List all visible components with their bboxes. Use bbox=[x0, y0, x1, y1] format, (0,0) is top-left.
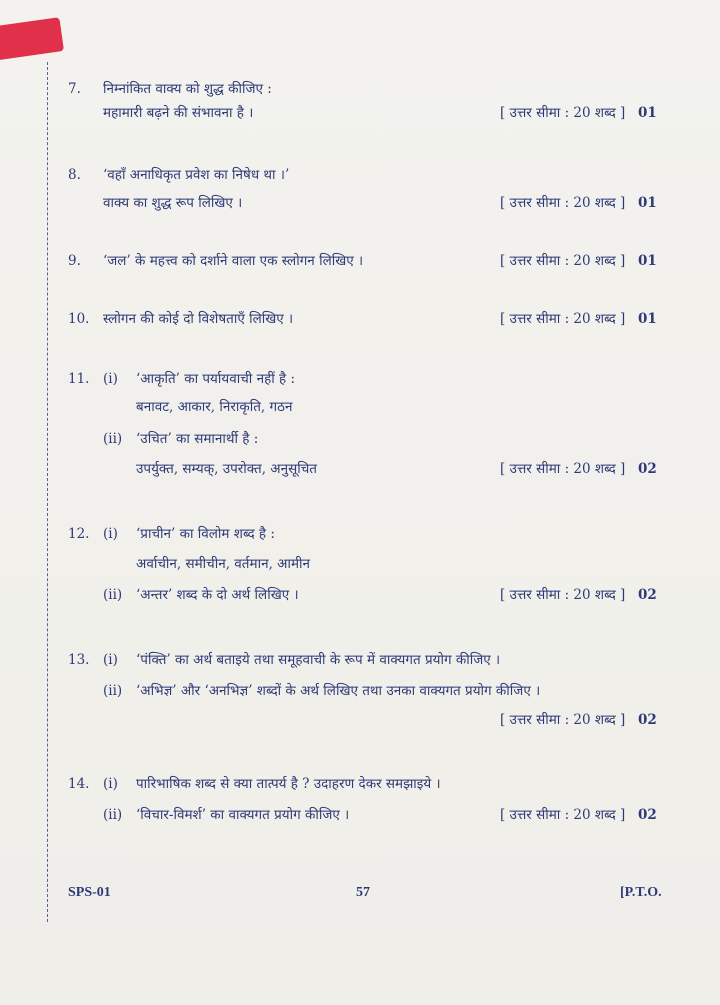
marks: 02 bbox=[638, 712, 657, 728]
word-limit: [ उत्तर सीमा : 20 शब्द ] bbox=[500, 253, 626, 269]
question-number: 7. bbox=[68, 81, 81, 97]
marks: 02 bbox=[638, 587, 657, 603]
question-number: 13. bbox=[68, 652, 90, 668]
marks: 01 bbox=[638, 195, 657, 211]
paper-code: SPS-01 bbox=[68, 885, 111, 900]
word-limit: [ उत्तर सीमा : 20 शब्द ] bbox=[500, 195, 626, 211]
word-limit: [ उत्तर सीमा : 20 शब्द ] bbox=[500, 461, 626, 477]
question-number: 10. bbox=[68, 311, 90, 327]
marks: 01 bbox=[638, 311, 657, 327]
question-number: 9. bbox=[68, 253, 81, 269]
please-turn-over: [P.T.O. bbox=[620, 885, 662, 900]
sub-question-text: ‘आकृति’ का पर्यायवाची नहीं है : bbox=[136, 371, 296, 387]
word-limit: [ उत्तर सीमा : 20 शब्द ] bbox=[500, 807, 626, 823]
sub-question-text: ‘प्राचीन’ का विलोम शब्द है : bbox=[136, 526, 275, 542]
marks: 01 bbox=[638, 105, 657, 121]
word-limit: [ उत्तर सीमा : 20 शब्द ] bbox=[500, 311, 626, 327]
marks: 02 bbox=[638, 807, 657, 823]
sub-question-label: (i) bbox=[103, 371, 118, 387]
question-number: 14. bbox=[68, 776, 90, 792]
question-number: 11. bbox=[68, 371, 90, 387]
sub-question-label: (ii) bbox=[103, 587, 123, 603]
sub-question-label: (ii) bbox=[103, 431, 123, 447]
sub-question-text: ‘पंक्ति’ का अर्थ बताइये तथा समूहवाची के रूप में वाक्यगत प्रयोग कीजिए । bbox=[136, 652, 501, 668]
options-text: बनावट, आकार, निराकृति, गठन bbox=[136, 399, 293, 415]
marks: 02 bbox=[638, 461, 657, 477]
margin-dashed-line bbox=[47, 62, 48, 922]
word-limit: [ उत्तर सीमा : 20 शब्द ] bbox=[500, 712, 626, 728]
word-limit: [ उत्तर सीमा : 20 शब्द ] bbox=[500, 105, 626, 121]
question-text: स्लोगन की कोई दो विशेषताएँ लिखिए । bbox=[103, 311, 294, 327]
word-limit: [ उत्तर सीमा : 20 शब्द ] bbox=[500, 587, 626, 603]
question-text: निम्नांकित वाक्य को शुद्ध कीजिए : bbox=[103, 81, 272, 97]
options-text: उपर्युक्त, सम्यक्, उपरोक्त, अनुसूचित bbox=[136, 461, 317, 477]
sub-question-label: (i) bbox=[103, 652, 118, 668]
red-corner-mark bbox=[0, 17, 64, 61]
question-text: ‘जल’ के महत्त्व को दर्शाने वाला एक स्लोगन लिखिए । bbox=[103, 253, 364, 269]
sub-question-label: (i) bbox=[103, 526, 118, 542]
sub-question-label: (ii) bbox=[103, 807, 123, 823]
sub-question-text: ‘विचार-विमर्श’ का वाक्यगत प्रयोग कीजिए । bbox=[136, 807, 350, 823]
sub-question-text: ‘अन्तर’ शब्द के दो अर्थ लिखिए । bbox=[136, 587, 299, 603]
question-number: 12. bbox=[68, 526, 90, 542]
marks: 01 bbox=[638, 253, 657, 269]
question-text: महामारी बढ़ने की संभावना है । bbox=[103, 105, 254, 121]
sub-question-text: ‘उचित’ का समानार्थी है : bbox=[136, 431, 259, 447]
sub-question-label: (i) bbox=[103, 776, 118, 792]
options-text: अर्वाचीन, समीचीन, वर्तमान, आमीन bbox=[136, 556, 311, 572]
question-text: ‘वहाँ अनाधिकृत प्रवेश का निषेध था ।’ bbox=[103, 167, 290, 183]
question-text: वाक्य का शुद्ध रूप लिखिए । bbox=[103, 195, 243, 211]
page-number: 57 bbox=[356, 885, 370, 900]
question-number: 8. bbox=[68, 167, 81, 183]
sub-question-text: पारिभाषिक शब्द से क्या तात्पर्य है ? उदाहरण देकर समझाइये । bbox=[136, 776, 441, 792]
sub-question-label: (ii) bbox=[103, 683, 123, 699]
sub-question-text: ‘अभिज्ञ’ और ‘अनभिज्ञ’ शब्दों के अर्थ लिखिए तथा उनका वाक्यगत प्रयोग कीजिए । bbox=[136, 683, 541, 699]
